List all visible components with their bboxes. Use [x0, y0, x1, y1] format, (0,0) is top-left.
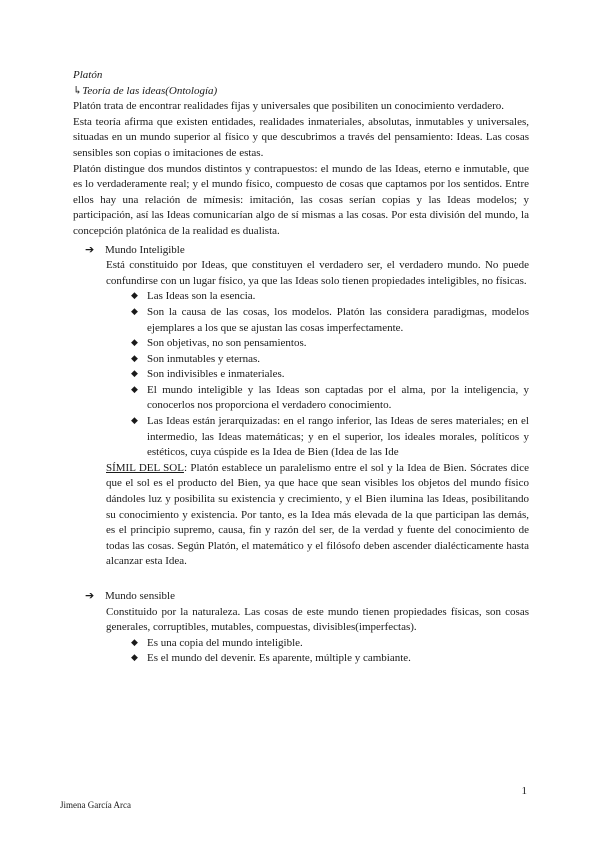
diamond-bullet-icon: ◆ — [131, 653, 138, 664]
list-item — [131, 636, 529, 652]
diamond-bullet-icon: ◆ — [131, 291, 138, 302]
footer-author: Jimena García Arca — [60, 800, 131, 810]
diamond-bullet-icon: ◆ — [131, 306, 138, 317]
list-item-text: El mundo inteligible y las Ideas son captadas por el alma, por la inteligencia, y conocerlos nos proporciona el verdadero conocimiento. — [147, 383, 529, 412]
spacer — [73, 570, 529, 586]
diamond-bullet-icon: ◆ — [131, 369, 138, 380]
section-title: Mundo Inteligible — [105, 243, 185, 256]
bullet-list — [106, 636, 529, 667]
paragraph: Esta teoría afirma que existen entidades, realidades inmateriales, absolutas, inmutables y universales, situadas en un mundo superior al físico y que descubrimos a través del pensamiento: Ideas. Las cosas sensibles son copias o imitaciones de estas. — [73, 115, 529, 159]
page-number: 1 — [521, 785, 527, 797]
section-heading-sensible — [85, 588, 529, 605]
list-item — [131, 352, 529, 368]
document-content — [73, 68, 529, 667]
paragraph: Platón distingue dos mundos distintos y contrapuestos: el mundo de las Ideas, eterno e inmutable, que es lo verdaderamente real; y el mundo físico, compuesto de cosas que captamos por los sentidos. Entre ellos hay una relación de mímesis: imitación, las cosas serían copias y las Ideas modelos; y participación, así las Ideas comunicarían algo de sí mismas a las cosas. Por esta división del mundo, la concepción platónica de la realidad es dualista. — [73, 162, 529, 237]
section-intro: Está constituido por Ideas, que constituyen el verdadero ser, el verdadero mundo. No puede confundirse con un lugar físico, ya que las Ideas solo tienen propiedades inteligibles, no físicas. — [106, 259, 529, 287]
list-item — [131, 336, 529, 352]
diamond-bullet-icon: ◆ — [131, 637, 138, 648]
document-title: Platón — [73, 69, 103, 81]
simil-title: SÍMIL DEL SOL — [106, 461, 184, 474]
diamond-bullet-icon: ◆ — [131, 353, 138, 364]
list-item — [131, 289, 529, 305]
document-subtitle: ↳Teoría de las ideas(Ontología) — [73, 84, 218, 97]
paragraph: Platón trata de encontrar realidades fijas y universales que posibiliten un conocimiento verdadero. — [73, 100, 504, 113]
bullet-list — [106, 289, 529, 461]
arrow-right-icon: ➔ — [85, 242, 95, 256]
section-heading-inteligible — [85, 242, 529, 259]
list-item — [131, 367, 529, 383]
list-item — [131, 383, 529, 414]
list-item-text: Son la causa de las cosas, los modelos. Platón las considera paradigmas, modelos ejemplares a los que se ajustan las cosas imperfectamente. — [147, 305, 529, 334]
list-item — [131, 305, 529, 336]
diamond-bullet-icon: ◆ — [131, 384, 138, 395]
list-item-text: Las Ideas están jerarquizadas: en el rango inferior, las Ideas de seres materiales; en el intermedio, las Ideas matemáticas; y en el superior, los ideales morales, políticos y estéticos, cuya cúspide es la Idea de Bien (Idea de las Ide — [147, 415, 529, 459]
list-item-text: Es una copia del mundo inteligible. — [147, 636, 303, 649]
list-item-text: Son indivisibles e inmateriales. — [147, 368, 285, 381]
section-title: Mundo sensible — [105, 590, 175, 602]
simil-text: : Platón establece un paralelismo entre el sol y la Idea de Bien. Sócrates dice que el sol es el producto del Bien, ya que hace que sean visibles los objetos del mundo físico dándoles luz y posibilita su existencia y crecimiento, y el Bien ilumina las Ideas, posibilitando su conocimiento y existencia. Por tanto, es la Idea más elevada de la que participan las demás, es el principio supremo, causa, fin y razón del ser, de la verdad y fuente del conocimiento de todas las cosas. Según Platón, el matemático y el filósofo deben ascender dialécticamente hasta alcanzar esta Idea. — [106, 461, 529, 568]
diamond-bullet-icon: ◆ — [131, 338, 138, 349]
list-item-text: Las Ideas son la esencia. — [147, 290, 256, 303]
section-body-inteligible — [106, 258, 529, 570]
list-item-text: Son inmutables y eternas. — [147, 352, 261, 365]
arrow-right-icon: ➔ — [85, 589, 95, 602]
list-item-text: Es el mundo del devenir. Es aparente, múltiple y cambiante. — [147, 652, 411, 665]
section-body-sensible — [106, 605, 529, 667]
simil-del-sol-paragraph — [106, 461, 529, 570]
section-intro: Constituido por la naturaleza. Las cosas de este mundo tienen propiedades físicas, son cosas generales, corruptibles, mutables, compuestas, divisibles(imperfectas). — [106, 605, 529, 634]
list-item — [131, 651, 529, 667]
list-item-text: Son objetivas, no son pensamientos. — [147, 337, 307, 350]
list-item — [131, 414, 529, 461]
diamond-bullet-icon: ◆ — [131, 416, 138, 427]
